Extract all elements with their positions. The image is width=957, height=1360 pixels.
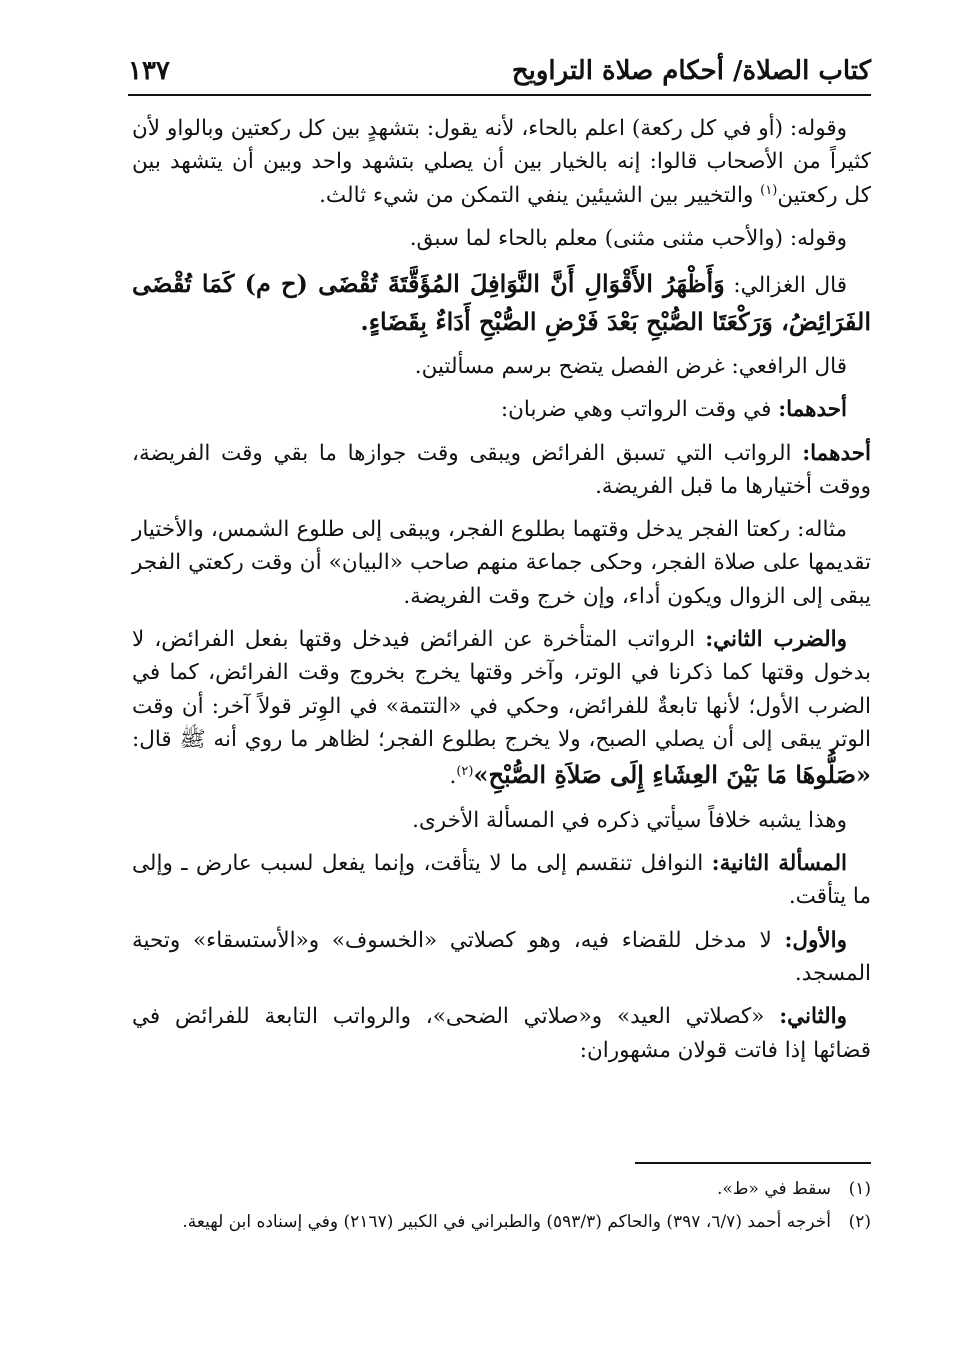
- paragraph-text: «كصلاتي العيد» و«صلاتي الضحى»، والرواتب التابعة للفرائض في قضائها إذا فاتت قولان مشهوران:: [132, 1004, 871, 1063]
- paragraph-text: لا مدخل للقضاء فيه، وهو كصلاتي «الخسوف» و«الأستسقاء» وتحية المسجد.: [132, 927, 871, 986]
- paragraph: [132, 112, 871, 212]
- hadith-quote: «صَلُّوهَا مَا بَيْنَ العِشَاءِ إِلَى صَلاَةِ الصُّبْحِ»: [473, 760, 871, 790]
- paragraph-text: النوافل تنقسم إلى ما لا يتأقت، وإنما يفعل لسبب عارض ـ وإلى ما يتأقت.: [132, 850, 871, 910]
- footnote-item: [132, 1176, 871, 1203]
- paragraph: [132, 350, 871, 383]
- paragraph-lead: والضرب الثاني:: [705, 627, 847, 653]
- paragraph-lead: والأول:: [784, 927, 847, 953]
- paragraph-lead: أحدهما:: [778, 397, 847, 423]
- page-body: [132, 112, 871, 1077]
- paragraph-text: الرواتب التي تسبق الفرائض ويبقى وقت جوازها ما بقي وقت الفريضة، ووقت أختيارها ما قبل الفريضة.: [132, 440, 871, 499]
- paragraph: [132, 222, 871, 255]
- ghazali-quote-paragraph: [132, 265, 871, 340]
- paragraph-text: الرواتب المتأخرة عن الفرائض فيدخل وقتها بفعل الفرائض، لا بدخول وقتها كما ذكرنا في الوتر، وآخر وقتها يخرج بخروج وقت الفرائض، كما في الضرب الأول؛ لأنها تابعةٌ للفرائض، وحكي في «التتمة» في الوِتر قولاً آخر: أن وقت الوتر يبقى إلى أن يصلي الصبح، ولا يخرج بطلوع الفجر؛ لظاهر ما روي أنه ﷺ قال:: [132, 627, 871, 752]
- paragraph-text: مثاله: ركعتا الفجر يدخل وقتهما بطلوع الفجر، ويبقى إلى طلوع الشمس، والأختيار تقديمها على صلاة الفجر، وحكى جماعة منهم صاحب «البيان» أن وقت ركعتي الفجر يبقى إلى الزوال ويكون أداء، وإن خرج وقت الفريضة.: [132, 517, 871, 609]
- footnote-ref-2: (٢): [456, 764, 474, 780]
- paragraph-text: وهذا يشبه خلافاً سيأتي ذكره في المسألة الأخرى.: [412, 807, 847, 833]
- paragraph-text: والتخيير بين الشيئين ينفي التمكن من شيء ثالث.: [319, 182, 761, 208]
- paragraph-text: وقوله: (والأحب مثنى مثنى) معلم بالحاء لما سبق.: [409, 225, 847, 251]
- paragraph-text: قال الرافعي: غرض الفصل يتضح برسم مسألتين.: [414, 353, 847, 379]
- quoted-text: وَأَظْهَرُ الأَقْوَالِ أَنَّ النَّوَافِلَ المُؤَقَّتَةَ تُقْضَى (ح م) كَمَا تُقْضَى الفَرَائِضُ، وَرَكْعَتَا الصُّبْحِ بَعْدَ فَرْضِ الصُّبْحِ أَدَاءٌ بِقَضَاءٍ.: [132, 269, 871, 336]
- paragraph: [132, 847, 871, 914]
- paragraph-text: .: [449, 764, 457, 790]
- paragraph: [132, 393, 871, 426]
- paragraph-lead: قال الغزالي:: [724, 273, 847, 299]
- paragraph-lead: أحدهما:: [802, 440, 871, 466]
- running-title: كتاب الصلاة/ أحكام صلاة التراويح: [511, 56, 871, 86]
- footnote-ref-1: (١): [760, 182, 778, 198]
- footnote-item: [132, 1209, 871, 1236]
- footnote-text: أخرجه أحمد (٦/٧، ٣٩٧) والحاكم (٥٩٣/٣) والطبراني في الكبير (٢١٦٧) وفي إسناده ابن لهيعة.: [182, 1212, 831, 1233]
- paragraph: [132, 623, 871, 794]
- paragraph-text: في وقت الرواتب وهي ضربان:: [500, 397, 779, 423]
- paragraph-text: وقوله: (أو في كل ركعة) اعلم بالحاء، لأنه يقول: بتشهدٍ بين كل ركعتين وبالواو لأن كثيراً من الأصحاب قالوا: إنه بالخيار بين أن يصلي بتشهد واحد وبين أن يتشهد بين كل ركعتين: [132, 116, 871, 208]
- footnote-number: (٢): [848, 1212, 871, 1233]
- footnote-separator: [635, 1162, 871, 1164]
- paragraph: [132, 513, 871, 613]
- paragraph: [132, 804, 871, 837]
- paragraph-lead: المسألة الثانية:: [711, 850, 847, 876]
- paragraph: [132, 437, 871, 504]
- page-header: [128, 48, 871, 96]
- paragraph-lead: والثاني:: [779, 1004, 847, 1030]
- footnote-text: سقط في «ط».: [716, 1179, 831, 1199]
- footnotes: [132, 1176, 871, 1242]
- paragraph: [132, 924, 871, 991]
- footnote-number: (١): [848, 1179, 871, 1199]
- paragraph: [132, 1000, 871, 1067]
- page-number: ١٣٧: [128, 56, 170, 86]
